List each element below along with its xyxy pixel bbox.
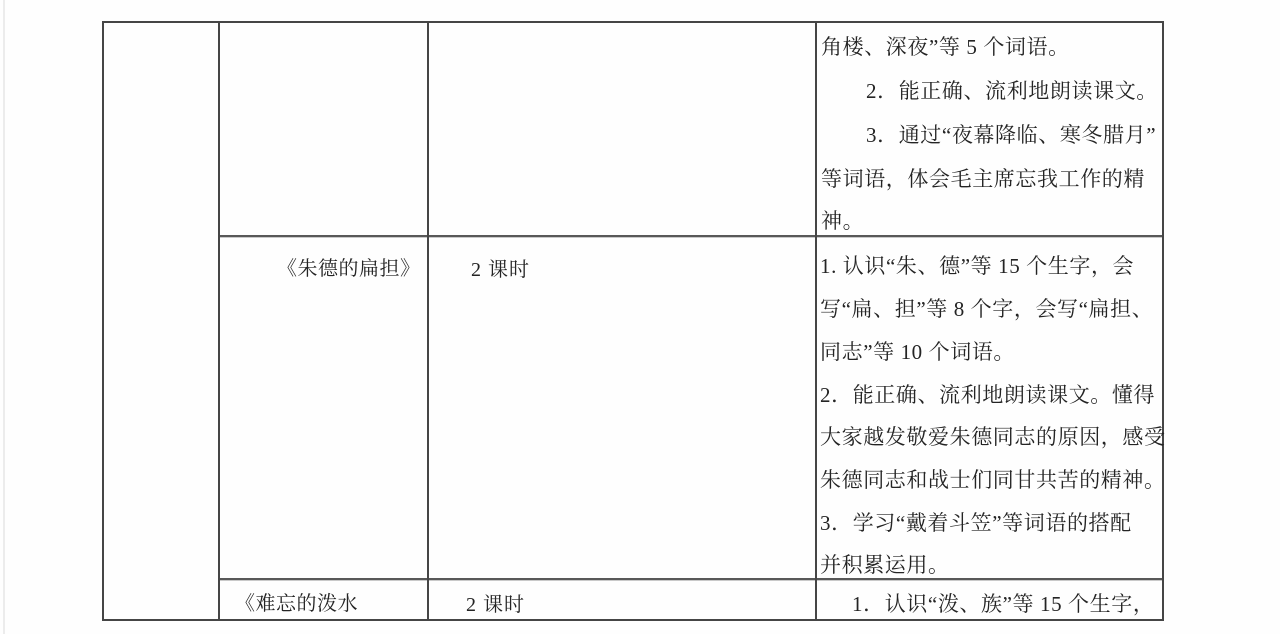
row-divider-1 [218,235,1164,237]
scan-left-edge [3,0,5,634]
objective-line: 2．能正确、流利地朗读课文。懂得 [820,383,1156,407]
lesson-title: 《难忘的泼水 [235,593,358,615]
objective-line: 写“扁、担”等 8 个字，会写“扁担、 [820,297,1154,321]
column-divider-2 [427,21,429,621]
objective-line: 1. 认识“朱、德”等 15 个生字，会 [820,254,1135,278]
column-divider-3 [815,21,817,621]
objective-line: 神。 [821,209,865,233]
objective-line: 并积累运用。 [820,553,950,577]
class-hours: 2 课时 [471,259,530,281]
objective-line: 1．认识“泼、族”等 15 个生字， [852,592,1155,616]
objective-line: 3．学习“戴着斗笠”等词语的搭配 [820,511,1132,535]
objective-line: 角楼、深夜”等 5 个词语。 [821,35,1070,59]
objective-line: 2．能正确、流利地朗读课文。 [866,79,1158,103]
class-hours: 2 课时 [466,594,525,616]
row-divider-2 [218,578,1164,580]
column-divider-1 [218,21,220,621]
objective-line: 等词语，体会毛主席忘我工作的精 [821,167,1145,191]
table-top-border [102,21,1164,23]
objective-line: 大家越发敬爱朱德同志的原因，感受 [820,425,1166,449]
table-bottom-border [102,619,1164,621]
objective-line: 3．通过“夜幕降临、寒冬腊月” [866,123,1157,147]
table-right-border [1162,21,1164,621]
objective-line: 同志”等 10 个词语。 [820,340,1016,364]
objective-line: 朱德同志和战士们同甘共苦的精神。 [820,468,1166,492]
lesson-title: 《朱德的扁担》 [277,258,421,280]
table-left-border [102,21,104,621]
